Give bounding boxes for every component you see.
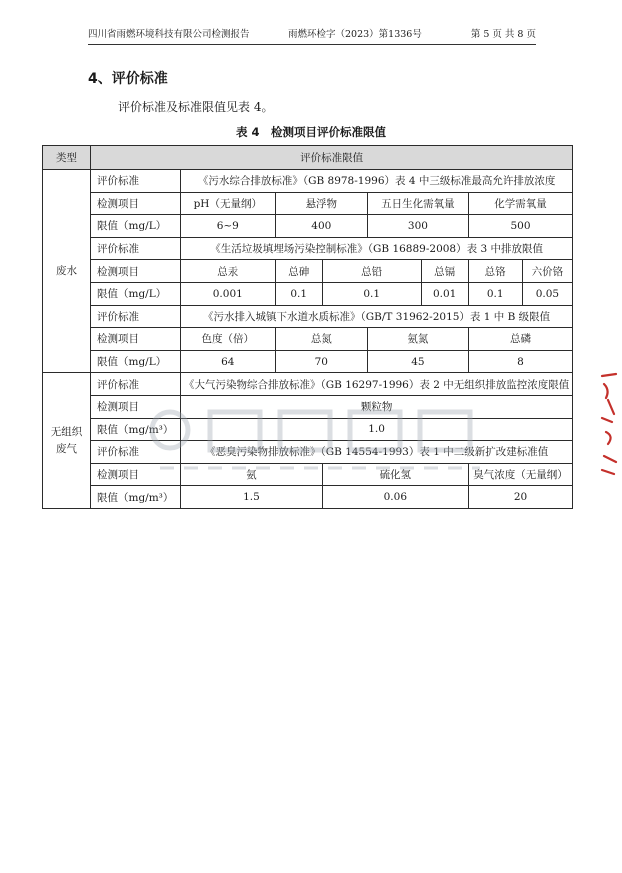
table-row (43, 373, 573, 396)
standard-text: 《生活垃圾填埋场污染控制标准》（GB 16889-2008）表 3 中排放限值 (181, 237, 573, 260)
table-cell: 总铅 (322, 260, 421, 283)
row-label: 限值（mg/L） (91, 350, 181, 373)
table-cell: 色度（倍） (181, 328, 276, 351)
table-cell: 64 (181, 350, 276, 373)
table-cell: 0.01 (421, 282, 468, 305)
table-row (43, 305, 573, 328)
table-cell: 45 (368, 350, 469, 373)
table-cell: 氨氮 (368, 328, 469, 351)
row-label: 检测项目 (91, 463, 181, 486)
row-label: 检测项目 (91, 260, 181, 283)
table-cell: 总镉 (421, 260, 468, 283)
table-cell: 六价铬 (522, 260, 573, 283)
table-cell: 20 (468, 486, 572, 509)
table-cell: 总氮 (275, 328, 368, 351)
table-row (43, 418, 573, 441)
table-row (43, 192, 573, 215)
table-row (43, 486, 573, 509)
table-row (43, 350, 573, 373)
table-cell: 0.06 (322, 486, 468, 509)
section-title: 4、评价标准 (88, 71, 168, 87)
table-cell: 总铬 (468, 260, 522, 283)
table-cell: 0.05 (522, 282, 573, 305)
table-cell: 6~9 (181, 215, 276, 238)
table-row (43, 441, 573, 464)
table-row (43, 328, 573, 351)
table-cell: 化学需氧量 (468, 192, 572, 215)
standard-text: 《恶臭污染物排放标准》（GB 14554-1993）表 1 中二级新扩改建标准值 (181, 441, 573, 464)
table-row (43, 395, 573, 418)
table-cell: 氨 (181, 463, 323, 486)
category-wastewater: 废水 (43, 170, 91, 373)
table-row (43, 215, 573, 238)
table-cell: 总汞 (181, 260, 276, 283)
table-cell: 臭气浓度（无量纲） (468, 463, 572, 486)
row-label: 评价标准 (91, 237, 181, 260)
table-row (43, 170, 573, 193)
table-cell: 300 (368, 215, 469, 238)
row-label: 评价标准 (91, 373, 181, 396)
header-limits: 评价标准限值 (91, 146, 573, 170)
row-label: 评价标准 (91, 305, 181, 328)
table-cell: 0.1 (468, 282, 522, 305)
row-label: 评价标准 (91, 441, 181, 464)
row-label: 评价标准 (91, 170, 181, 193)
row-label: 检测项目 (91, 192, 181, 215)
table-row (43, 463, 573, 486)
table-cell: 五日生化需氧量 (368, 192, 469, 215)
standards-table (42, 145, 573, 509)
header-page-number: 第 5 页 共 8 页 (470, 29, 536, 40)
table-cell: 1.5 (181, 486, 323, 509)
row-label: 限值（mg/L） (91, 215, 181, 238)
table-cell: 颗粒物 (181, 395, 573, 418)
section-intro: 评价标准及标准限值见表 4。 (118, 100, 274, 114)
seal-stamp-icon (598, 370, 620, 480)
standard-text: 《污水排入城镇下水道水质标准》（GB/T 31962-2015）表 1 中 B 级限值 (181, 305, 573, 328)
table-cell: pH（无量纲） (181, 192, 276, 215)
table-header-row (43, 146, 573, 170)
row-label: 限值（mg/m³） (91, 486, 181, 509)
standard-text: 《污水综合排放标准》（GB 8978-1996）表 4 中三级标准最高允许排放浓度 (181, 170, 573, 193)
table-row (43, 282, 573, 305)
table-cell: 0.001 (181, 282, 276, 305)
header-report-number: 雨燃环检字（2023）第1336号 (288, 29, 422, 40)
standard-text: 《大气污染物综合排放标准》（GB 16297-1996）表 2 中无组织排放监控浓度限值 (181, 373, 573, 396)
table-cell: 总磷 (468, 328, 572, 351)
table-cell: 悬浮物 (275, 192, 368, 215)
table-row (43, 260, 573, 283)
row-label: 限值（mg/L） (91, 282, 181, 305)
table-cell: 1.0 (181, 418, 573, 441)
table-cell: 总砷 (275, 260, 322, 283)
page-header (88, 28, 536, 45)
table-cell: 70 (275, 350, 368, 373)
table-cell: 400 (275, 215, 368, 238)
table-row (43, 237, 573, 260)
table-cell: 0.1 (322, 282, 421, 305)
row-label: 限值（mg/m³） (91, 418, 181, 441)
header-company: 四川省雨燃环境科技有限公司检测报告 (88, 29, 250, 40)
table-cell: 8 (468, 350, 572, 373)
table-caption: 表 4 检测项目评价标准限值 (235, 125, 386, 139)
category-fugitive-gas: 无组织废气 (43, 373, 91, 509)
table-cell: 0.1 (275, 282, 322, 305)
row-label: 检测项目 (91, 328, 181, 351)
table-cell: 硫化氢 (322, 463, 468, 486)
table-cell: 500 (468, 215, 572, 238)
row-label: 检测项目 (91, 395, 181, 418)
header-type: 类型 (43, 146, 91, 170)
